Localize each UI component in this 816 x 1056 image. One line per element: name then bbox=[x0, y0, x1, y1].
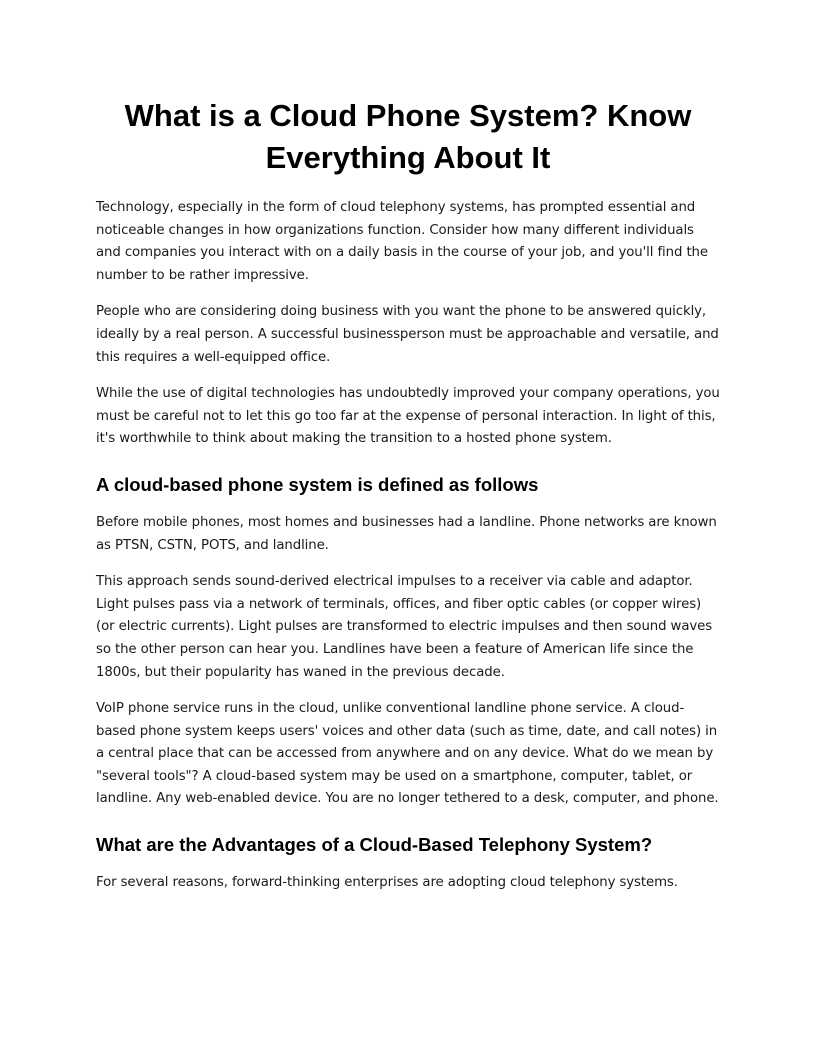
page-title: What is a Cloud Phone System? Know Everything About It bbox=[124, 98, 692, 175]
advantages-paragraph-1: For several reasons, forward-thinking enterprises are adopting cloud telephony systems. bbox=[96, 875, 678, 891]
intro-paragraph-2: People who are considering doing business with you want the phone to be answered quickly, ideally by a real person. A successful businessperson must be approachable and versatile, and this requires a well-equipped office. bbox=[96, 304, 719, 365]
intro-paragraph-3: While the use of digital technologies has undoubtedly improved your company operations, you must be careful not to let this go too far at the expense of personal interaction. In light of this, it's worthwhile to think about making the transition to a hosted phone system. bbox=[96, 386, 720, 447]
document-page bbox=[96, 95, 720, 909]
section-heading-advantages: What are the Advantages of a Cloud-Based Telephony System? bbox=[96, 834, 653, 856]
definition-paragraph-3: VoIP phone service runs in the cloud, unlike conventional landline phone service. A cloud-based phone system keeps users' voices and other data (such as time, date, and call notes) in a central place that can be accessed from anywhere and on any device. What do we mean by "several tools"? A cloud-based system may be used on a smartphone, computer, tablet, or landline. Any web-enabled device. You are no longer tethered to a desk, computer, and phone. bbox=[96, 701, 719, 807]
definition-paragraph-2: This approach sends sound-derived electrical impulses to a receiver via cable and adaptor. Light pulses pass via a network of terminals, offices, and fiber optic cables (or copper wires) (or electric currents). Light pulses are transformed to electric impulses and then sound waves so the other person can hear you. Landlines have been a feature of American life since the 1800s, but their popularity has waned in the previous decade. bbox=[96, 574, 713, 680]
intro-paragraph-1: Technology, especially in the form of cloud telephony systems, has prompted essential and noticeable changes in how organizations function. Consider how many different individuals and companies you interact with on a daily basis in the course of your job, and you'll find the number to be rather impressive. bbox=[96, 200, 708, 283]
section-heading-definition: A cloud-based phone system is defined as follows bbox=[96, 473, 539, 495]
definition-paragraph-1: Before mobile phones, most homes and businesses had a landline. Phone networks are known as PTSN, CSTN, POTS, and landline. bbox=[96, 514, 717, 553]
